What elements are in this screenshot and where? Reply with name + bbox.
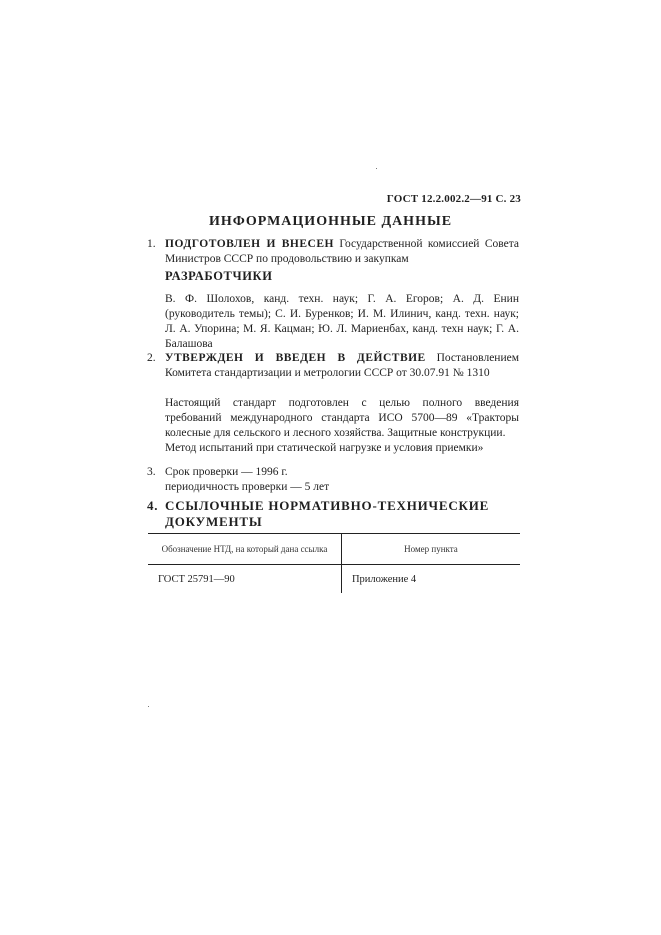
scan-speck: [376, 168, 377, 169]
item-3: [147, 465, 519, 495]
item-3-line-2: периодичность проверки — 5 лет: [165, 481, 330, 493]
scan-speck: [148, 706, 149, 707]
item-1-text: Государственной комиссией Совета Министров СССР по продовольствию и закупкам: [165, 238, 519, 265]
item-4-number: 4.: [147, 498, 159, 513]
item-1-heading: ПОДГОТОВЛЕН И ВНЕСЕН: [165, 238, 334, 250]
item-2-text: Постановлением Комитета стандартизации и метрологии СССР от 30.07.91 № 1310: [165, 352, 519, 379]
item-3-number: 3.: [147, 466, 156, 478]
developers-text: В. Ф. Шолохов, канд. техн. наук; Г. А. Егоров; А. Д. Енин (руководитель темы); С. И. Буренков; И. М. Илинич, канд. техн. наук; Л. А. Упорина; М. Я. Кацман; Ю. Л. Мариенбах, канд. техн наук; Г. А. Балашова: [165, 293, 519, 350]
references-table: [148, 533, 520, 593]
standard-note-text: Настоящий стандарт подготовлен с целью полного введения требований международного стандарта ИСО 5700—89 «Тракторы колесные для сельского и лесного хозяйства. Защитные конструкции.: [165, 397, 519, 439]
item-4-heading: ССЫЛОЧНЫЕ НОРМАТИВНО-ТЕХНИЧЕСКИЕ ДОКУМЕНТЫ: [165, 498, 490, 529]
page-header: ГОСТ 12.2.002.2—91 С. 23: [386, 193, 521, 205]
item-4: [147, 498, 519, 530]
developers-heading: РАЗРАБОТЧИКИ: [165, 269, 273, 283]
developers-heading-block: [165, 269, 519, 285]
section-title: ИНФОРМАЦИОННЫЕ ДАННЫЕ: [208, 214, 453, 229]
item-1: [147, 237, 519, 267]
table-cell-doc: ГОСТ 25791—90: [148, 565, 341, 594]
column-header-clause: Номер пункта: [341, 534, 520, 565]
developers-list: [165, 292, 519, 352]
table-row: [148, 565, 520, 594]
item-2-heading: УТВЕРЖДЕН И ВВЕДЕН В ДЕЙСТВИЕ: [165, 352, 426, 364]
column-header-doc: Обозначение НТД, на который дана ссылка: [148, 534, 341, 565]
item-1-number: 1.: [147, 238, 156, 250]
standard-note-text-2: Метод испытаний при статической нагрузке и условия приемки»: [165, 442, 484, 454]
item-2: [147, 351, 519, 381]
table-cell-clause: Приложение 4: [351, 573, 417, 585]
table-header-row: [148, 534, 520, 565]
standard-note: [165, 396, 519, 456]
item-2-number: 2.: [147, 352, 156, 364]
item-3-line-1: Срок проверки — 1996 г.: [165, 466, 288, 478]
